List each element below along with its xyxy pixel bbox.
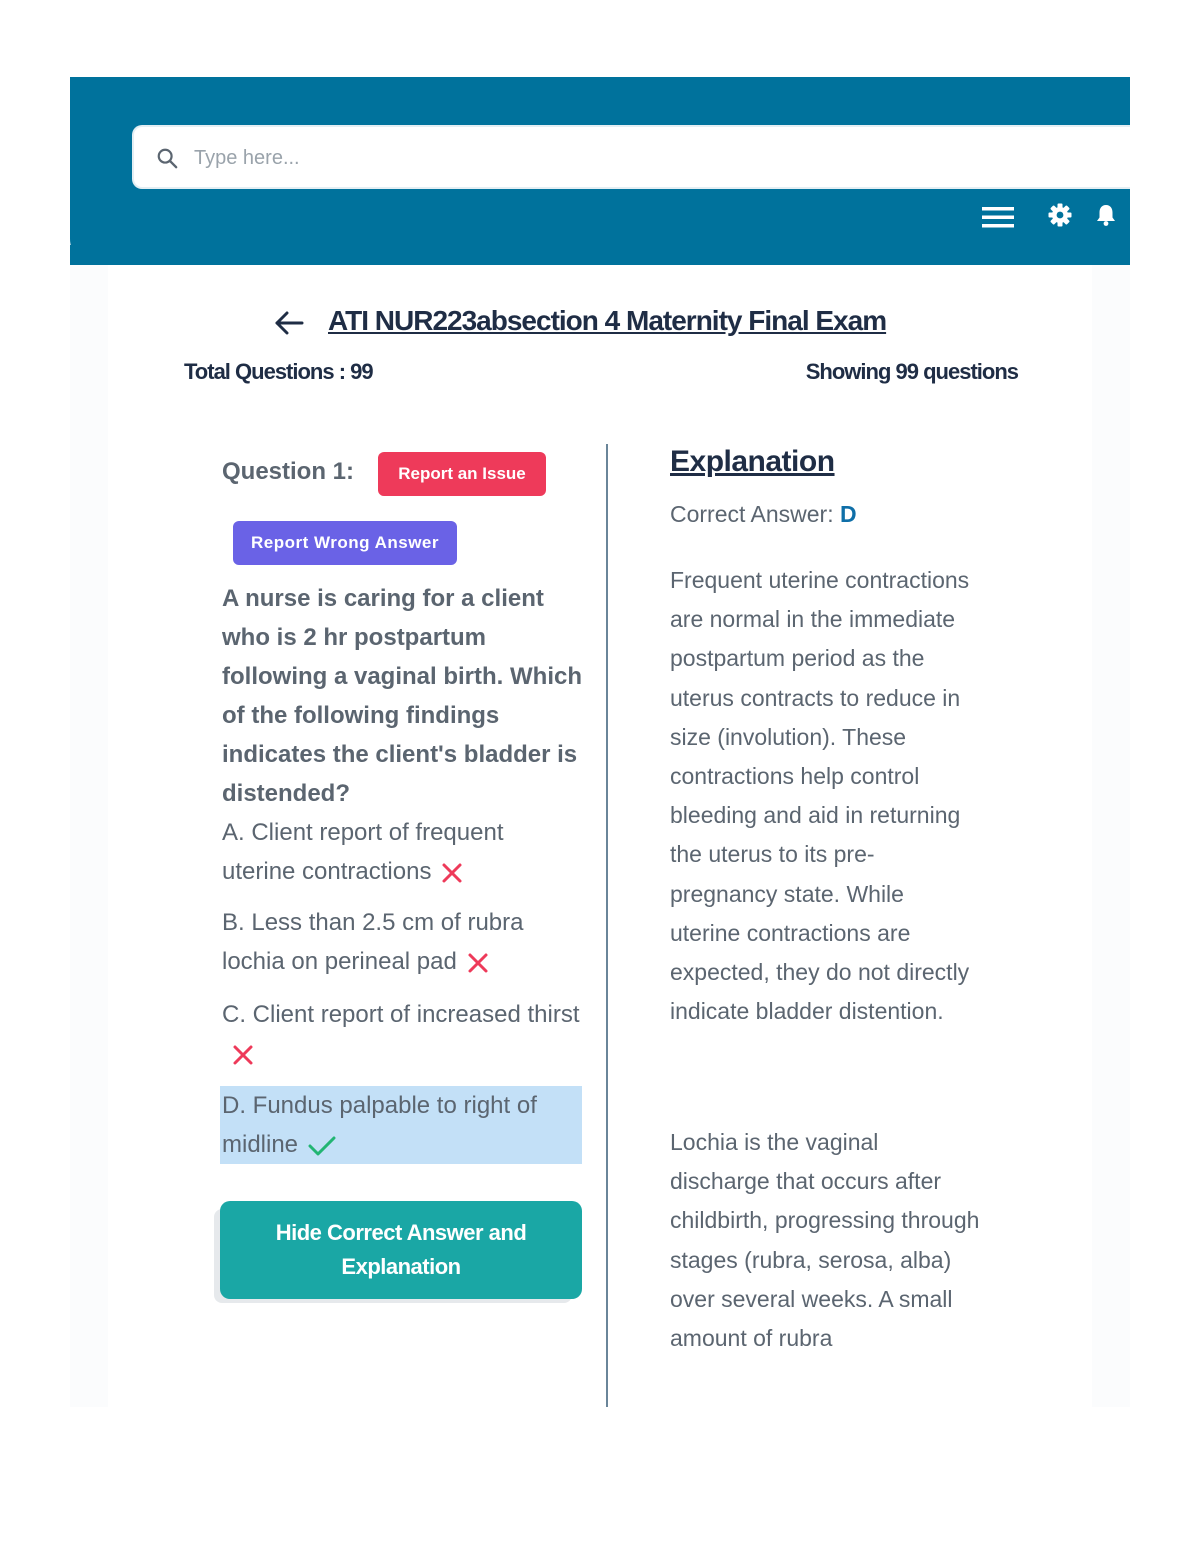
- top-header: [70, 77, 1130, 265]
- incorrect-x-icon: [441, 862, 463, 884]
- menu-icon[interactable]: [982, 205, 1014, 229]
- correct-answer-prefix: Correct Answer:: [670, 501, 840, 527]
- report-issue-button[interactable]: Report an Issue: [378, 452, 546, 496]
- correct-answer-letter: D: [840, 501, 857, 527]
- column-divider: [606, 444, 608, 1407]
- hide-answer-button[interactable]: Hide Correct Answer and Explanation: [220, 1201, 582, 1299]
- app-frame: [70, 77, 1130, 1407]
- search-icon: [156, 147, 178, 169]
- option-text: D. Fundus palpable to right of midline: [222, 1092, 537, 1158]
- search-bar[interactable]: [132, 125, 1130, 189]
- answer-option-d[interactable]: [220, 1086, 582, 1164]
- explanation-paragraph: Frequent uterine contractions are normal in the immediate postpartum period as the uterus contracts to reduce in size (involution). These contractions help control bleeding and aid in returning the uterus to its pre-pregnancy state. While uterine contractions are expected, they do not directly indicate bladder distention.: [670, 567, 970, 1025]
- answer-option-c[interactable]: [220, 995, 582, 1073]
- option-text: B. Less than 2.5 cm of rubra lochia on perineal pad: [222, 909, 524, 975]
- option-text: C. Client report of increased thirst: [222, 1001, 580, 1028]
- correct-check-icon: [308, 1135, 336, 1157]
- gear-icon[interactable]: [1048, 203, 1072, 227]
- search-input[interactable]: [194, 141, 1074, 175]
- answer-option-b[interactable]: [220, 903, 582, 981]
- page-title[interactable]: ATI NUR223absection 4 Maternity Final Exam: [328, 305, 887, 336]
- total-questions: Total Questions : 99: [184, 359, 373, 384]
- incorrect-x-icon: [467, 952, 489, 974]
- question-label: Question 1:: [222, 458, 355, 485]
- report-wrong-answer-button[interactable]: Report Wrong Answer: [233, 521, 457, 565]
- explanation-title: Explanation: [670, 445, 835, 478]
- header-ledge: [70, 245, 122, 265]
- back-arrow-icon[interactable]: [274, 311, 304, 335]
- answer-option-a[interactable]: [220, 813, 582, 891]
- title-row: [70, 303, 1130, 343]
- showing-count: Showing 99 questions: [805, 359, 1018, 384]
- explanation-paragraph: Lochia is the vaginal discharge that occurs after childbirth, progressing through stages (rubra, serosa, alba) over several weeks. A small amount of rubra: [670, 1129, 980, 1352]
- question-text: A nurse is caring for a client who is 2 hr postpartum following a vaginal birth. Which of the following findings indicates the client's bladder is distended?: [222, 585, 582, 807]
- correct-answer-line: [670, 501, 857, 528]
- option-text: A. Client report of frequent uterine contractions: [222, 819, 504, 885]
- incorrect-x-icon: [232, 1044, 254, 1066]
- bell-icon[interactable]: [1094, 203, 1118, 227]
